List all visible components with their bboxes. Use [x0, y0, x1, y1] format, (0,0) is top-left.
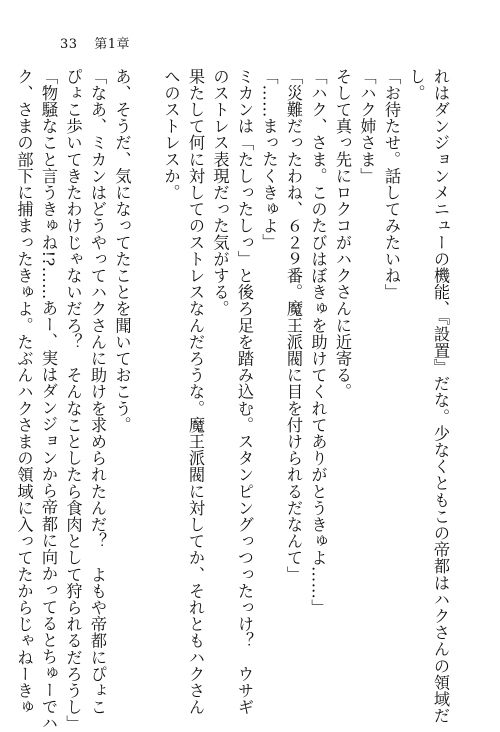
text-line: 「物騒なこと言うきゅね!?……あー、実はダンジョンから帝都に向かってるとちゅーでハ — [39, 68, 58, 732]
text-line: 「なあ、ミカンはどうやってハクさんに助けを求められたんだ？ よもや帝都にぴょこ — [88, 68, 107, 716]
text-line: ぴょこ歩いてきたわけじゃないだろ？ そんなことしたら食肉として狩られるだろうし」 — [63, 68, 83, 732]
text-line: し。 — [406, 68, 426, 102]
text-line: 「ハク姉さま」 — [357, 68, 377, 185]
chapter-title: 第1章 — [94, 37, 130, 52]
text-line: へのストレスか。 — [161, 68, 181, 201]
text-line: 果たして何に対してのストレスなんだろうな。魔王派閥に対してか、それともハクさん — [186, 68, 205, 716]
text-line: ミカンは「たしったしっ」と後ろ足を踏み込む。スタンピングっつったっけ？ ウサギ — [235, 68, 254, 716]
text-line: 「ハク、さま。このたびはぼきゅを助けてくれてありがとうきゅよ……」 — [308, 68, 328, 616]
text-line: 「……まったくきゅよ」 — [259, 68, 279, 251]
text-line: 「災難だったわね、６２９番。魔王派閥に目を付けられるだなんて」 — [284, 68, 303, 583]
text-line: 「お待たせ。話してみたいね」 — [382, 68, 401, 301]
text-line: そして真っ先にロクコがハクさんに近寄る。 — [333, 68, 352, 400]
paragraph-gap — [134, 68, 159, 674]
vertical-text-body — [11, 68, 452, 732]
text-line: のストレス表現だった気がする。 — [210, 68, 230, 317]
text-line: あ、そうだ、気になってたことを聞いておこう。 — [112, 68, 132, 434]
page-header — [60, 33, 130, 52]
page-number: 33 — [60, 37, 78, 52]
text-line: ク、さまの部下に捕まったきゅよ。たぶんハクさまの領域に入ってたからじゃねーきゅ — [14, 68, 34, 716]
text-line: れはダンジョンメニューの機能、『設置』だな。少なくともこの帝都はハクさんの領域だ — [431, 68, 450, 724]
